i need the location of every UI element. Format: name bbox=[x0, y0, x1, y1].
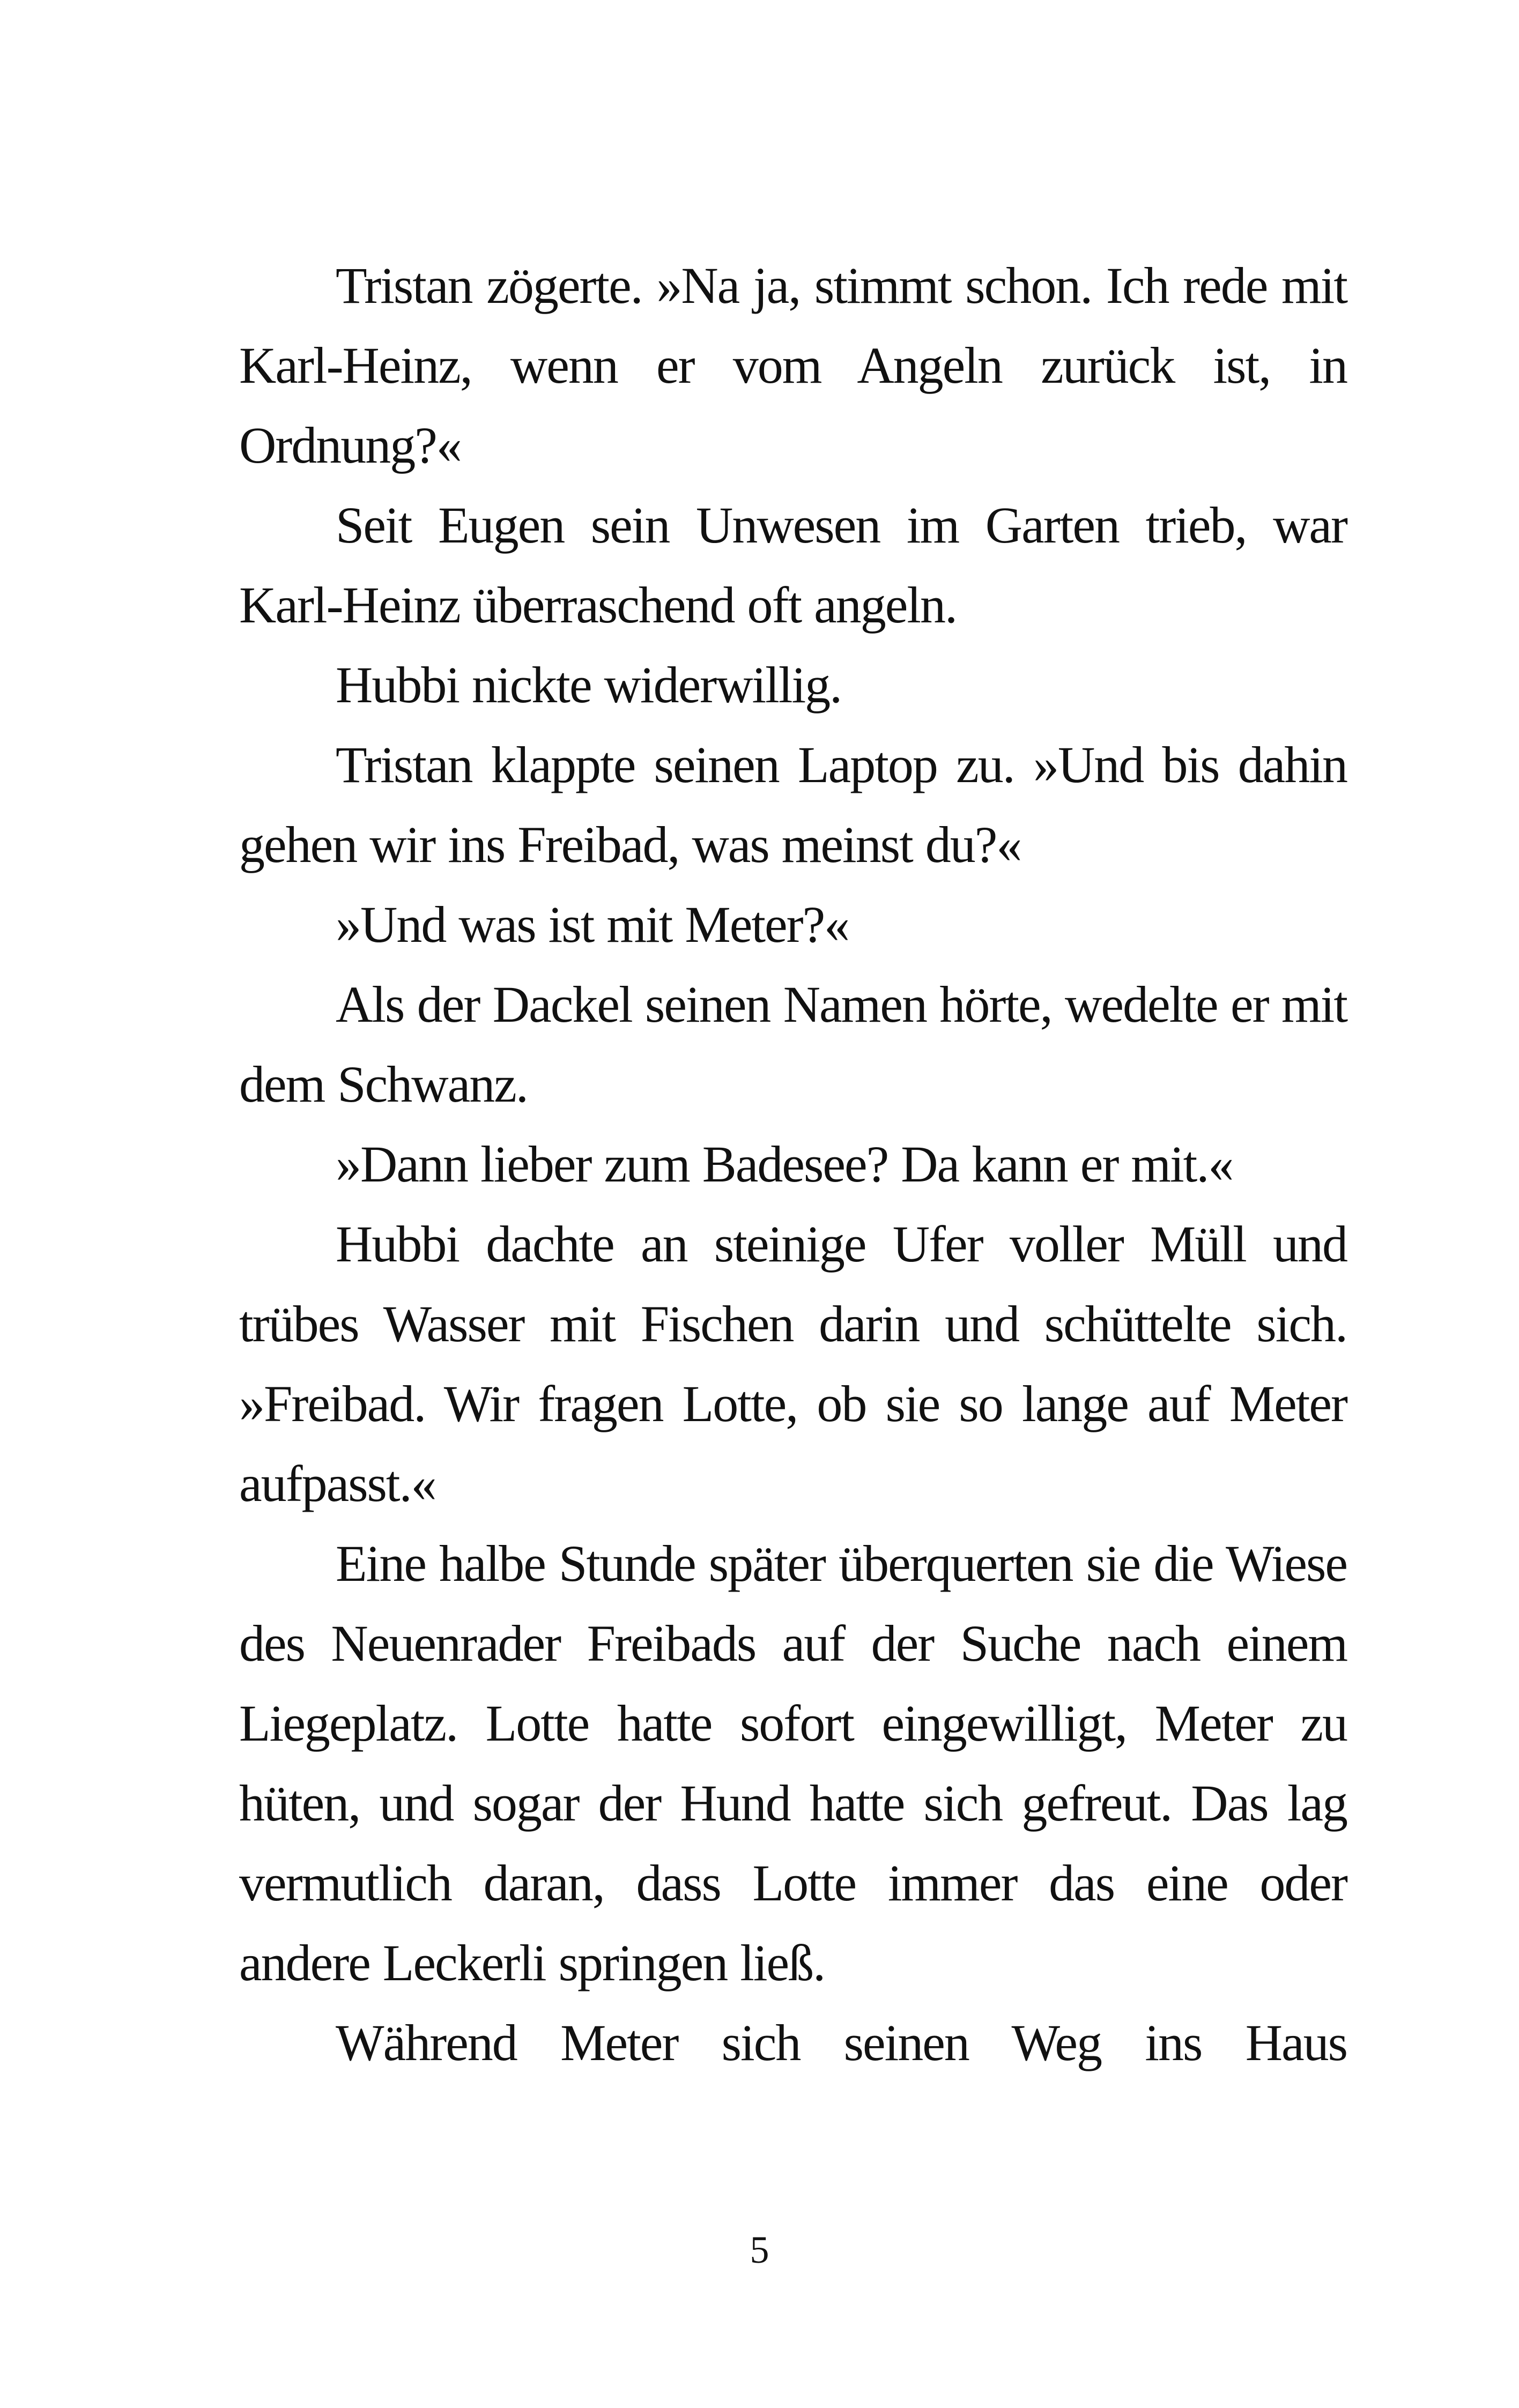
page-number: 5 bbox=[750, 2228, 769, 2271]
paragraph: Hubbi dachte an steinige Ufer voller Müll und trübes Wasser mit Fischen darin und schüttelte sich. »Freibad. Wir fragen Lotte, ob sie so lange auf Meter aufpasst.« bbox=[239, 1215, 1347, 1512]
paragraph: »Dann lieber zum Badesee? Da kann er mit.« bbox=[336, 1135, 1233, 1193]
paragraph: Als der Dackel seinen Namen hörte, wedelte er mit dem Schwanz. bbox=[239, 976, 1347, 1113]
paragraph-continued: Während Meter sich seinen Weg ins Haus bbox=[336, 2014, 1347, 2071]
paragraph: Hubbi nickte widerwillig. bbox=[336, 656, 842, 714]
paragraph: Seit Eugen sein Unwesen im Garten trieb, war Karl-Heinz überraschend oft angeln. bbox=[239, 496, 1347, 634]
paragraph: Eine halbe Stunde später überquerten sie die Wiese des Neuenrader Freibads auf der Suche nach einem Liegeplatz. Lotte hatte sofort eingewilligt, Meter zu hüten, und sogar der Hund hatte sich gefreut. Das lag vermutlich daran, dass Lotte immer das eine oder andere Leckerli springen ließ. bbox=[239, 1535, 1347, 1991]
paragraph: Tristan zögerte. »Na ja, stimmt schon. Ich rede mit Karl-Heinz, wenn er vom Angeln zurück ist, in Ordnung?« bbox=[239, 257, 1347, 474]
paragraph: »Und was ist mit Meter?« bbox=[336, 896, 849, 953]
body-text bbox=[239, 246, 1347, 2083]
paragraph: Tristan klappte seinen Laptop zu. »Und bis dahin gehen wir ins Freibad, was meinst du?« bbox=[239, 736, 1347, 873]
